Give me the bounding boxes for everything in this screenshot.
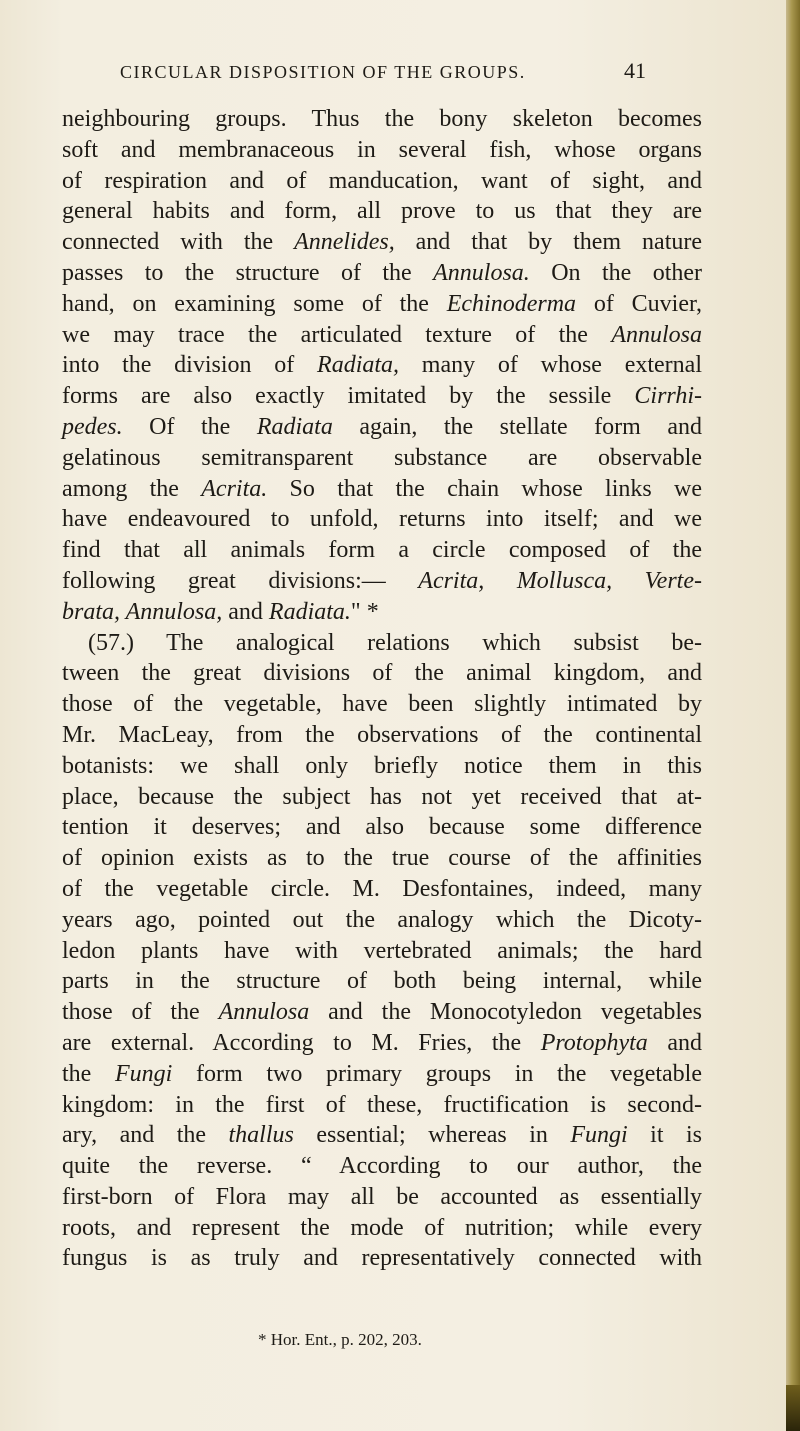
footnote: * Hor. Ent., p. 202, 203. (258, 1330, 422, 1349)
text-run: hand, on examining some of the (62, 290, 447, 317)
italic-run: Annulosa (611, 321, 702, 348)
text-run: we may trace the articulated texture of the (62, 321, 612, 348)
text-line (62, 689, 702, 720)
text-run: place, because the subject has not yet received that at- (62, 783, 702, 810)
text-run: of the vegetable circle. M. Desfontaines, indeed, many (62, 875, 702, 902)
text-run: general habits and form, all prove to us that they are (62, 198, 702, 225)
text-run: gelatinous semitransparent substance are observable (62, 444, 702, 471)
text-run: of respiration and of manducation, want of sight, and (62, 167, 702, 194)
text-line (62, 1028, 702, 1059)
italic-run: Radiata, (317, 352, 400, 379)
italic-run: pedes. (62, 413, 123, 440)
text-line (62, 874, 702, 905)
text-line (62, 474, 702, 505)
text-run: the (62, 1060, 116, 1087)
text-run: On the other (529, 259, 703, 286)
text-line (62, 504, 702, 535)
text-run: So that the chain whose links we (267, 475, 702, 502)
text-run: " * (350, 598, 379, 625)
text-line (62, 751, 702, 782)
book-edge-shadow (786, 1385, 800, 1431)
italic-run: Fungi (570, 1122, 628, 1149)
text-line (62, 843, 702, 874)
text-run: and the Monocotyledon vegetables (309, 999, 702, 1026)
text-run: it is (627, 1122, 702, 1149)
text-run: and (222, 598, 269, 625)
text-run: form two primary groups in the vegetable (172, 1060, 703, 1087)
italic-run: Protophyta (540, 1029, 648, 1056)
text-run: roots, and represent the mode of nutrition; while every (62, 1214, 702, 1241)
text-line (62, 997, 702, 1028)
italic-run: Radiata (256, 413, 333, 440)
text-run: first-born of Flora may all be accounted as essentially (62, 1183, 702, 1210)
text-line (62, 443, 702, 474)
text-line (62, 135, 702, 166)
text-run: fungus is as truly and representatively connected with (62, 1245, 702, 1272)
text-line (62, 104, 702, 135)
italic-run: Cirrhi- (634, 383, 702, 410)
text-line (62, 936, 702, 967)
text-run: quite the reverse. “ According to our author, the (62, 1153, 702, 1180)
body-text (62, 104, 702, 1274)
italic-run: Acrita. (201, 475, 268, 502)
text-run: are external. According to M. Fries, the (62, 1029, 541, 1056)
text-run: ary, and the (62, 1122, 229, 1149)
text-line (62, 350, 702, 381)
text-run: those of the vegetable, have been slightly intimated by (62, 691, 702, 718)
italic-run: brata, Annulosa, (62, 598, 223, 625)
text-run: have endeavoured to unfold, returns into itself; and we (62, 506, 702, 533)
italic-run: Annelides, (294, 229, 395, 256)
text-run: years ago, pointed out the analogy which the Dicoty- (62, 906, 702, 933)
text-run: of opinion exists as to the true course of the affinities (62, 845, 702, 872)
text-line (62, 535, 702, 566)
text-run: tween the great divisions of the animal kingdom, and (62, 660, 702, 687)
text-run: and (647, 1029, 702, 1056)
text-line (62, 1120, 702, 1151)
page-number: 41 (624, 58, 646, 83)
text-run: essential; whereas in (293, 1122, 571, 1149)
italic-run: Annulosa (218, 999, 310, 1026)
text-run: into the division of (62, 352, 318, 379)
text-run: and that by them nature (394, 229, 702, 256)
italic-run: Echinoderma (446, 290, 577, 317)
text-run: parts in the structure of both being internal, while (62, 968, 702, 995)
text-line (62, 320, 702, 351)
italic-run: Annulosa. (433, 259, 530, 286)
text-line (62, 658, 702, 689)
text-line (62, 381, 702, 412)
text-line (62, 1243, 702, 1274)
text-run: many of whose external (399, 352, 702, 379)
text-line (62, 566, 702, 597)
text-line (62, 258, 702, 289)
text-line (62, 289, 702, 320)
text-run: (57.) The analogical relations which subsist be- (88, 629, 702, 656)
running-title: CIRCULAR DISPOSITION OF THE GROUPS. (120, 62, 526, 82)
text-line (62, 966, 702, 997)
text-run: tention it deserves; and also because some difference (62, 814, 702, 841)
text-run: of Cuvier, (576, 290, 702, 317)
text-line (62, 1213, 702, 1244)
text-line (62, 196, 702, 227)
book-edge (786, 0, 800, 1431)
text-run: again, the stellate form and (332, 413, 702, 440)
text-run: following great divisions:— (62, 567, 419, 594)
text-run: kingdom: in the first of these, fructification is second- (62, 1091, 702, 1118)
italic-run: Radiata. (268, 598, 351, 625)
text-run: find that all animals form a circle composed of the (62, 537, 702, 564)
text-run: passes to the structure of the (62, 259, 434, 286)
text-line (62, 1182, 702, 1213)
text-run: those of the (62, 999, 219, 1026)
text-run: Of the (122, 413, 257, 440)
italic-run: thallus (228, 1122, 294, 1149)
text-line (62, 1090, 702, 1121)
text-run: ledon plants have with vertebrated animals; the hard (62, 937, 702, 964)
text-run: connected with the (62, 229, 295, 256)
text-line (62, 905, 702, 936)
text-line (62, 166, 702, 197)
text-line (62, 412, 702, 443)
text-line (62, 227, 702, 258)
italic-run: Fungi (115, 1060, 173, 1087)
text-run: among the (62, 475, 202, 502)
text-run: botanists: we shall only briefly notice them in this (62, 752, 702, 779)
italic-run: Acrita, Mollusca, Verte- (418, 567, 702, 594)
text-line (62, 1059, 702, 1090)
text-run: neighbouring groups. Thus the bony skeleton becomes (62, 106, 702, 132)
text-run: soft and membranaceous in several fish, whose organs (62, 136, 702, 163)
text-line (62, 628, 702, 659)
text-line (62, 812, 702, 843)
text-line (62, 597, 702, 628)
text-run: forms are also exactly imitated by the sessile (62, 383, 635, 410)
text-run: Mr. MacLeay, from the observations of the continental (62, 721, 702, 748)
text-line (62, 720, 702, 751)
text-line (62, 1151, 702, 1182)
text-line (62, 782, 702, 813)
